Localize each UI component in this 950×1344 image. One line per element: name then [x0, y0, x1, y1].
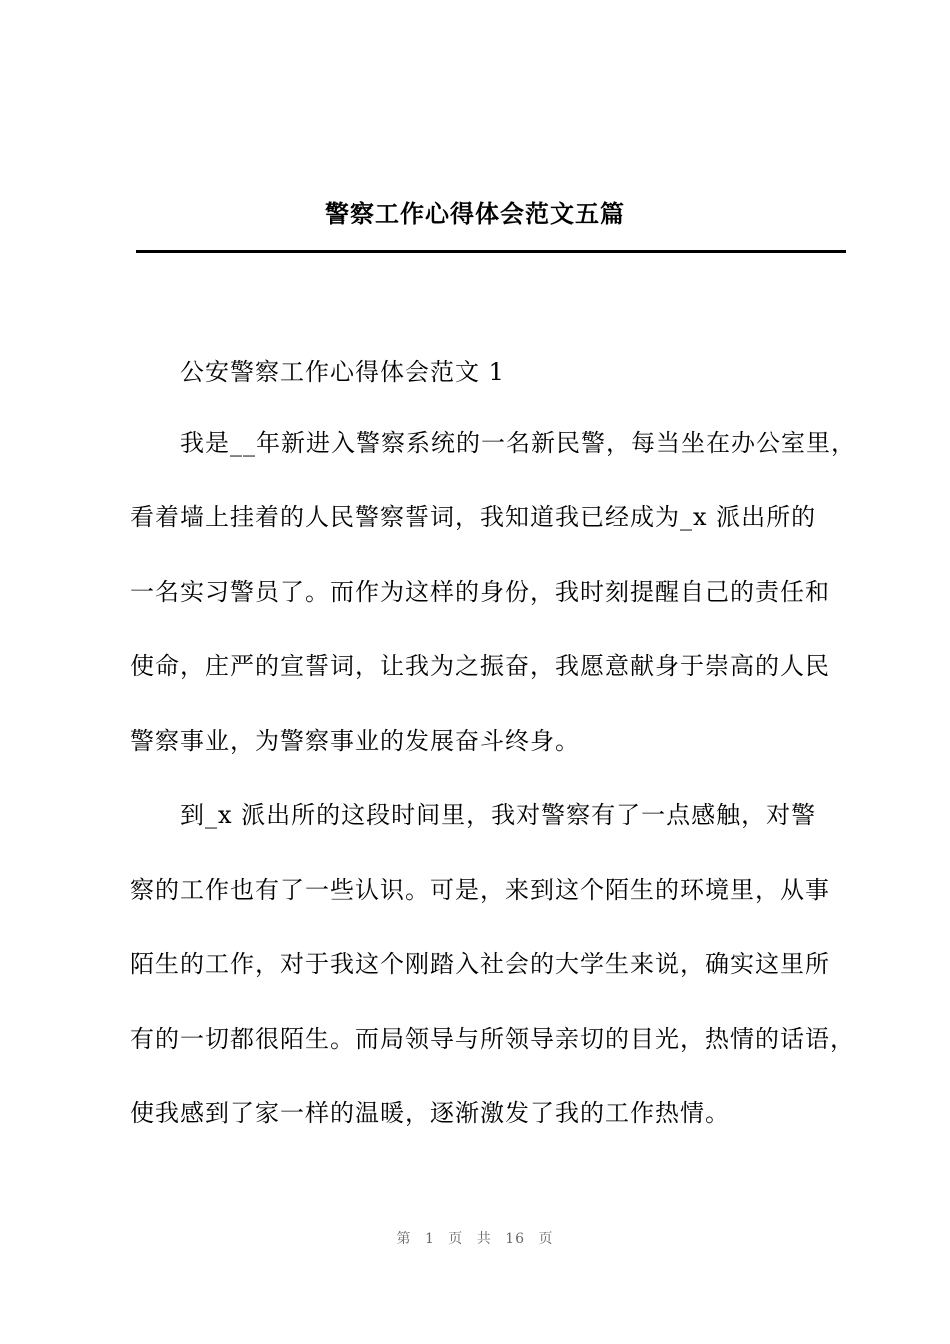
paragraph-2-line-2: 察的工作也有了一些认识。可是，来到这个陌生的环境里，从事 — [130, 876, 830, 904]
title-underline — [136, 250, 846, 253]
paragraph-1-line-4: 使命，庄严的宣誓词，让我为之振奋，我愿意献身于崇高的人民 — [130, 652, 830, 680]
paragraph-2-line-4: 有的一切都很陌生。而局领导与所领导亲切的目光，热情的话语， — [130, 1025, 855, 1053]
paragraph-1-line-5: 警察事业，为警察事业的发展奋斗终身。 — [130, 727, 580, 755]
paragraph-1-line-2: 看着墙上挂着的人民警察誓词，我知道我已经成为_x 派出所的 — [130, 503, 817, 531]
paragraph-1-line-1: 我是__年新进入警察系统的一名新民警，每当坐在办公室里， — [180, 429, 856, 457]
document-title: 警察工作心得体会范文五篇 — [325, 199, 625, 228]
section-heading: 公安警察工作心得体会范文 1 — [180, 358, 505, 386]
paragraph-2-line-3: 陌生的工作，对于我这个刚踏入社会的大学生来说，确实这里所 — [130, 950, 830, 978]
paragraph-1-line-3: 一名实习警员了。而作为这样的身份，我时刻提醒自己的责任和 — [130, 578, 830, 606]
page-number-footer: 第 1 页 共 16 页 — [396, 1231, 554, 1247]
paragraph-2-line-1: 到_x 派出所的这段时间里，我对警察有了一点感触，对警 — [180, 801, 817, 829]
paragraph-2-line-5: 使我感到了家一样的温暖，逐渐激发了我的工作热情。 — [130, 1099, 730, 1127]
